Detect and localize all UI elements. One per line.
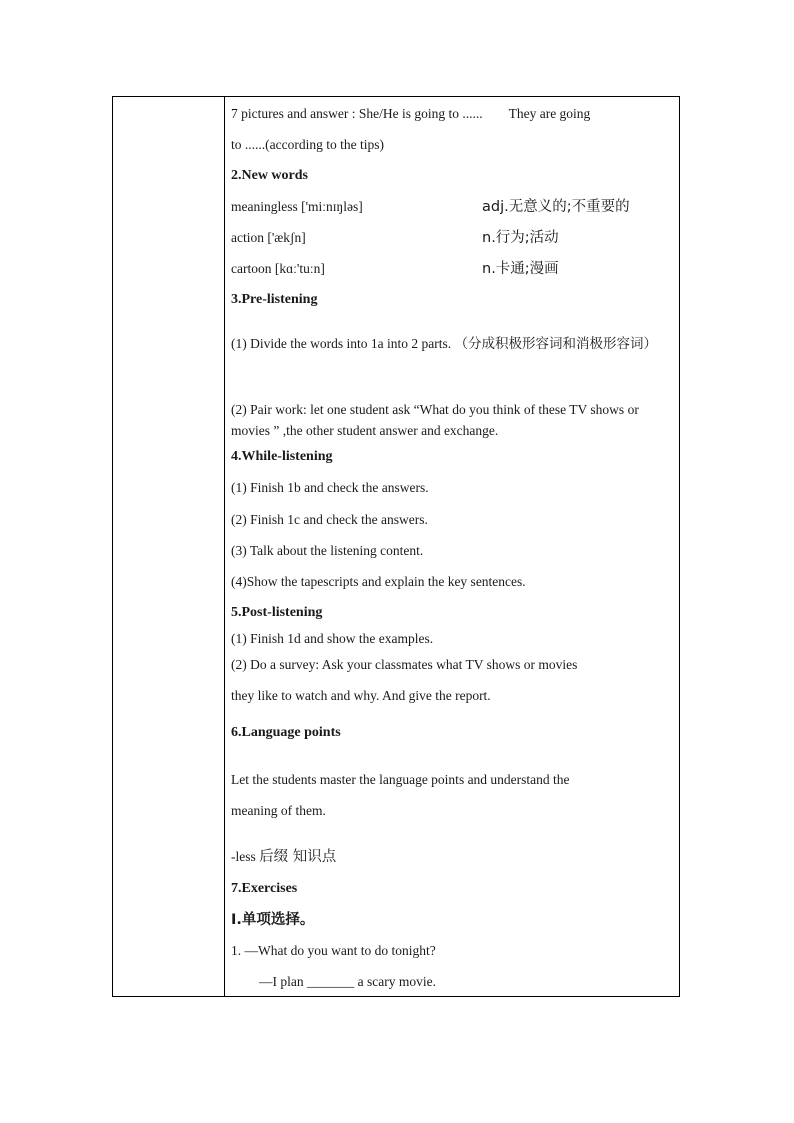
intro-text-b: They are going: [508, 106, 591, 121]
lesson-plan-table: [112, 96, 680, 997]
vocab-word: meaningless ['miːnɪŋləs]: [231, 199, 363, 214]
exercise-question-1: 1. —What do you want to do tonight?: [231, 943, 436, 958]
pre-listening-item-2: (2) Pair work: let one student ask “What do you think of these TV shows or movies ” ,the other student answer and exchange.: [231, 402, 639, 438]
post-listening-item-1: (1) Finish 1d and show the examples.: [231, 631, 434, 646]
language-points-line-1: Let the students master the language points and understand the: [231, 772, 570, 787]
exercises-heading: 7.Exercises: [231, 881, 298, 896]
suffix-note: [231, 848, 671, 866]
intro-line-1: [231, 105, 671, 123]
while-listening-heading: 4.While-listening: [231, 449, 333, 464]
exercise-section-title: Ⅰ.单项选择。: [231, 912, 315, 928]
table-left-column: [113, 97, 225, 996]
post-listening-item-2-cont: they like to watch and why. And give the report.: [231, 688, 491, 703]
post-listening-item-2: (2) Do a survey: Ask your classmates what TV shows or movies: [231, 657, 578, 672]
pre-listening-heading: 3.Pre-listening: [231, 292, 318, 307]
vocab-meaning: adj.无意义的;不重要的: [482, 199, 630, 215]
while-listening-item: (3) Talk about the listening content.: [231, 543, 424, 558]
intro-line-2: to ......(according to the tips): [231, 137, 384, 152]
while-listening-item: (1) Finish 1b and check the answers.: [231, 480, 429, 495]
language-points-line-2: meaning of them.: [231, 803, 326, 818]
suffix-note-cn: 后缀 知识点: [259, 849, 337, 865]
while-listening-item: (2) Finish 1c and check the answers.: [231, 512, 428, 527]
vocab-word: cartoon [kɑː'tuːn]: [231, 261, 325, 276]
intro-text-a: 7 pictures and answer : She/He is going to ......: [231, 106, 483, 121]
post-listening-heading: 5.Post-listening: [231, 605, 323, 620]
suffix-label: -less: [231, 849, 256, 864]
pre-listening-item-1: (1) Divide the words into 1a into 2 parts. （分成积极形容词和消极形容词）: [231, 336, 657, 351]
language-points-heading: 6.Language points: [231, 725, 341, 740]
table-right-column: [225, 97, 679, 996]
vocab-meaning: n.行为;活动: [482, 230, 559, 246]
while-listening-item: (4)Show the tapescripts and explain the key sentences.: [231, 574, 526, 589]
new-words-heading: 2.New words: [231, 168, 308, 183]
exercise-question-1-answer: —I plan _______ a scary movie.: [259, 974, 436, 989]
vocab-word: action ['ækʃn]: [231, 230, 306, 245]
vocab-meaning: n.卡通;漫画: [482, 261, 559, 277]
